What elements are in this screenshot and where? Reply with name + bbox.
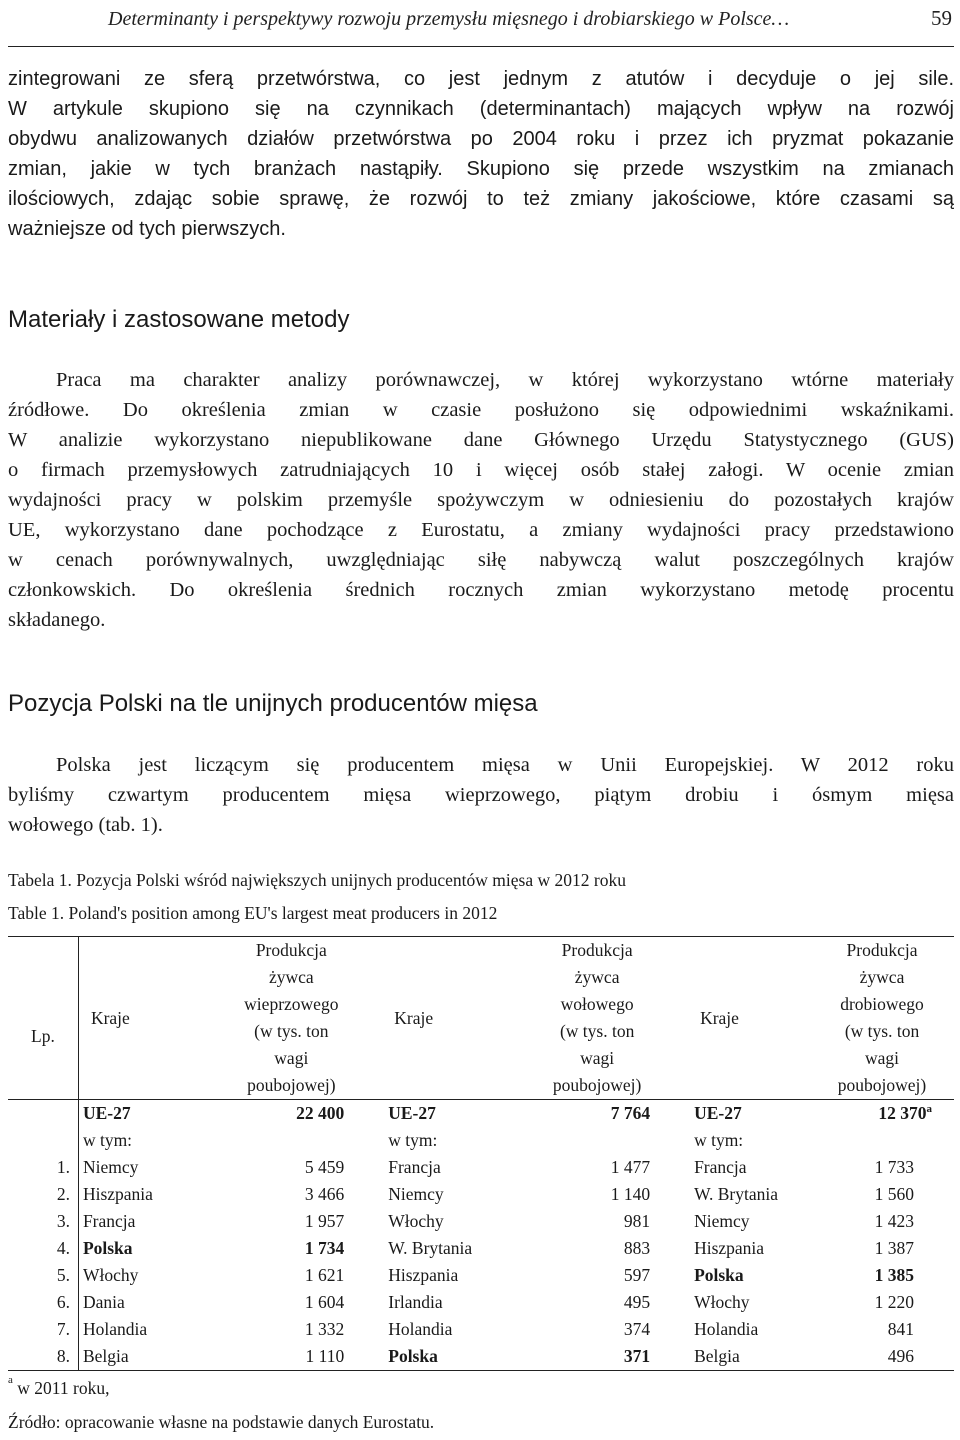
methods-line: członkowskich. Do określenia średnich rocznych zmian wykorzystano metodę procentu — [8, 579, 954, 601]
header-beef-line: poubojowej) — [552, 1075, 642, 1095]
footnote-mark: a — [8, 1374, 13, 1386]
eu-poultry-value: 12 370 — [878, 1103, 927, 1123]
header-beef-line: wagi — [580, 1048, 615, 1068]
header-pork-line: wieprzowego — [244, 994, 339, 1014]
pork-country: Polska — [82, 1238, 133, 1258]
header-country-poultry: Kraje — [690, 937, 810, 1100]
header-country-beef: Kraje — [384, 937, 504, 1100]
pork-value: 1 332 — [304, 1319, 345, 1339]
beef-country: Francja — [388, 1157, 441, 1177]
eu-beef-value: 7 764 — [610, 1103, 651, 1123]
methods-line: składanego. — [8, 609, 106, 631]
poultry-value: 841 — [887, 1319, 914, 1339]
footnote-text: w 2011 roku, — [12, 1378, 110, 1398]
row-lp: 6. — [8, 1289, 78, 1316]
row-lp: 8. — [8, 1343, 78, 1371]
header-poultry-line: Produkcja — [846, 940, 918, 960]
beef-country: Włochy — [388, 1211, 444, 1231]
header-pork-line: poubojowej) — [247, 1075, 336, 1095]
beef-country: Niemcy — [388, 1184, 444, 1204]
meat-producers-table — [8, 936, 954, 1371]
header-poultry-line: poubojowej) — [837, 1075, 927, 1095]
row-lp: 1. — [8, 1154, 78, 1181]
table-row — [8, 1343, 954, 1371]
header-beef-line: Produkcja — [561, 940, 633, 960]
eu-pork-value: 22 400 — [296, 1103, 345, 1123]
methods-line: wydajności pracy w polskim przemyśle spożywczym w odniesieniu do pozostałych krajów — [8, 489, 954, 511]
row-lp: 2. — [8, 1181, 78, 1208]
table-row — [8, 1262, 954, 1289]
intro-line: zintegrowani ze sferą przetwórstwa, co jest jednym z atutów i decyduje o jej sile. — [8, 68, 954, 90]
running-header — [8, 4, 954, 40]
eu-poultry-footnote-mark: a — [926, 1103, 932, 1115]
poland-position-line: byliśmy czwartym producentem mięsa wieprzowego, piątym drobiu i ósmym mięsa — [8, 784, 954, 806]
header-beef-line: żywca — [574, 967, 620, 987]
methods-line: Praca ma charakter analizy porównawczej, w której wykorzystano wtórne materiały — [56, 369, 954, 391]
poultry-country: Niemcy — [694, 1211, 750, 1231]
intro-line: zmian, jakie w tych branżach nastąpiły. Skupiono się przede wszystkim na zmianach — [8, 158, 954, 180]
poultry-country: Belgia — [690, 1343, 810, 1371]
eu-sub-label-beef: w tym: — [388, 1130, 438, 1150]
intro-paragraph — [8, 64, 954, 244]
table-caption-pl: Tabela 1. Pozycja Polski wśród największych unijnych producentów mięsa w 2012 roku — [8, 870, 626, 890]
table-source: Źródło: opracowanie własne na podstawie danych Eurostatu. — [8, 1412, 435, 1432]
table-row — [8, 1289, 954, 1316]
pork-value: 1 621 — [304, 1265, 345, 1285]
pork-value: 1 604 — [304, 1292, 345, 1312]
header-poultry-line: (w tys. ton — [844, 1021, 920, 1041]
table-row-eu — [8, 1100, 954, 1128]
section-heading-poland-position: Pozycja Polski na tle unijnych producentów mięsa — [8, 690, 538, 717]
table-row — [8, 1235, 954, 1262]
pork-country: Włochy — [82, 1265, 139, 1285]
methods-line: o firmach przemysłowych zatrudniających 10 i więcej osób stałej załogi. W ocenie zmian — [8, 459, 954, 481]
intro-line: obydwu analizowanych działów przetwórstwa po 2004 roku i przez ich pryzmat pokazanie — [8, 128, 954, 150]
table-row-eu-sub — [8, 1127, 954, 1154]
table-row — [8, 1316, 954, 1343]
header-poultry-line: żywca — [859, 967, 905, 987]
header-pork-line: wagi — [274, 1048, 309, 1068]
header-pork-line: żywca — [268, 967, 314, 987]
poultry-value: 1 560 — [874, 1184, 914, 1204]
header-pork — [198, 937, 384, 1100]
beef-value: 1 477 — [610, 1157, 651, 1177]
eu-label-pork: UE-27 — [82, 1103, 131, 1123]
intro-line: ilościowych, zdając sobie sprawę, że rozwój to też zmiany jakościowe, które czasami są — [8, 188, 954, 210]
poultry-value: 1 733 — [874, 1157, 914, 1177]
header-country-pork: Kraje — [78, 937, 198, 1100]
methods-line: źródłowe. Do określenia zmian w czasie posłużono się odpowiednimi wskaźnikami. — [8, 399, 954, 421]
poultry-country: Holandia — [694, 1319, 759, 1339]
page-number: 59 — [931, 6, 952, 30]
eu-sub-label-pork: w tym: — [82, 1130, 133, 1150]
table-row — [8, 1154, 954, 1181]
poland-position-paragraph — [8, 750, 954, 840]
pork-value: 1 734 — [304, 1238, 345, 1258]
pork-country: Niemcy — [82, 1157, 139, 1177]
poultry-value: 1 387 — [874, 1238, 914, 1258]
pork-country: Hiszpania — [82, 1184, 153, 1204]
header-beef-line: (w tys. ton — [559, 1021, 635, 1041]
header-beef-line: wołowego — [560, 994, 634, 1014]
beef-value: 981 — [623, 1211, 651, 1231]
header-lp: Lp. — [8, 937, 78, 1100]
intro-line: ważniejsze od tych pierwszych. — [8, 218, 286, 240]
header-pork-line: Produkcja — [255, 940, 327, 960]
header-poultry-line: drobiowego — [840, 994, 924, 1014]
section-heading-materials: Materiały i zastosowane metody — [8, 306, 350, 333]
poland-position-line: Polska jest liczącym się producentem mięsa w Unii Europejskiej. W 2012 roku — [56, 754, 954, 776]
row-lp: 3. — [8, 1208, 78, 1235]
beef-value: 597 — [623, 1265, 651, 1285]
methods-line: W analizie wykorzystano niepublikowane dane Głównego Urzędu Statystycznego (GUS) — [8, 429, 954, 451]
beef-value: 495 — [623, 1292, 651, 1312]
methods-paragraph — [8, 365, 954, 635]
poultry-value: 1 220 — [874, 1292, 914, 1312]
table-footnote — [8, 1374, 110, 1399]
eu-label-beef: UE-27 — [388, 1103, 436, 1123]
row-lp: 5. — [8, 1262, 78, 1289]
table-row — [8, 1181, 954, 1208]
pork-country: Francja — [82, 1211, 136, 1231]
poultry-country: Polska — [694, 1265, 744, 1285]
eu-label-poultry: UE-27 — [694, 1103, 742, 1123]
eu-poultry-cell — [810, 1100, 954, 1128]
pork-value: 1 110 — [198, 1343, 384, 1371]
methods-line: w cenach porównywalnych, uwzględniając siłę nabywczą walut poszczególnych krajów — [8, 549, 954, 571]
poultry-country: Hiszpania — [694, 1238, 765, 1258]
pork-country: Belgia — [78, 1343, 198, 1371]
running-header-title: Determinanty i perspektywy rozwoju przemysłu mięsnego i drobiarskiego w Polsce… — [108, 8, 790, 30]
table-caption-en: Table 1. Poland's position among EU's largest meat producers in 2012 — [8, 903, 498, 923]
pork-country: Holandia — [82, 1319, 148, 1339]
eu-sub-label-poultry: w tym: — [694, 1130, 744, 1150]
row-lp: 7. — [8, 1316, 78, 1343]
poultry-country: Francja — [694, 1157, 747, 1177]
beef-country: Holandia — [388, 1319, 453, 1339]
header-rule — [8, 46, 954, 47]
beef-country: W. Brytania — [388, 1238, 473, 1258]
beef-country: Hiszpania — [388, 1265, 459, 1285]
beef-country: Polska — [384, 1343, 504, 1371]
header-beef — [504, 937, 690, 1100]
beef-value: 371 — [504, 1343, 690, 1371]
pork-value: 5 459 — [304, 1157, 345, 1177]
row-lp: 4. — [8, 1235, 78, 1262]
poultry-value: 496 — [810, 1343, 954, 1371]
beef-country: Irlandia — [388, 1292, 443, 1312]
table-row — [8, 1208, 954, 1235]
methods-line: UE, wykorzystano dane pochodzące z Eurostatu, a zmiany wydajności pracy przedstawiono — [8, 519, 954, 541]
beef-value: 883 — [623, 1238, 651, 1258]
beef-value: 374 — [623, 1319, 651, 1339]
poultry-value: 1 423 — [874, 1211, 914, 1231]
header-poultry — [810, 937, 954, 1100]
pork-value: 1 957 — [304, 1211, 345, 1231]
poultry-value: 1 385 — [874, 1265, 914, 1285]
poland-position-line: wołowego (tab. 1). — [8, 814, 163, 836]
pork-value: 3 466 — [304, 1184, 345, 1204]
header-pork-line: (w tys. ton — [254, 1021, 329, 1041]
pork-country: Dania — [82, 1292, 125, 1312]
header-poultry-line: wagi — [864, 1048, 900, 1068]
poultry-country: Włochy — [694, 1292, 750, 1312]
poultry-country: W. Brytania — [694, 1184, 778, 1204]
beef-value: 1 140 — [610, 1184, 651, 1204]
intro-line: W artykule skupiono się na czynnikach (determinantach) mających wpływ na rozwój — [8, 98, 954, 120]
